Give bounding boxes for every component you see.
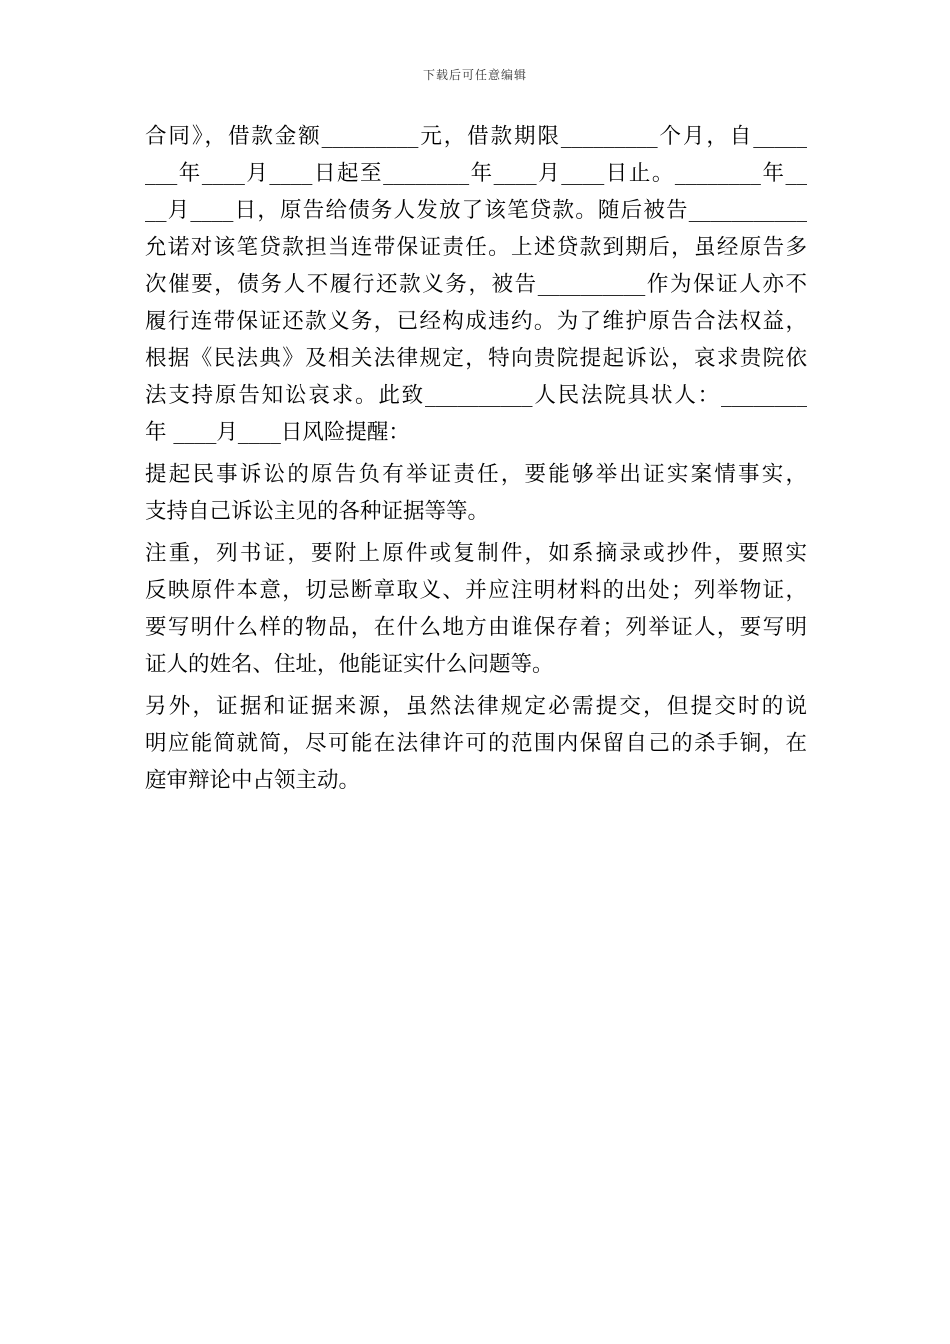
text-line: ___年____月____日起至________年____月____日止。________年__	[145, 161, 807, 186]
paragraph-evidence-listing	[145, 535, 807, 683]
paragraph-burden-of-proof	[145, 456, 807, 530]
text-line: 另外，证据和证据来源，虽然法律规定必需提交，但提交时的说	[145, 694, 807, 719]
text-line: 要写明什么样的物品，在什么地方由谁保存着；列举证人，要写明	[145, 615, 807, 640]
text-line: 年 ____月____日风险提醒：	[145, 420, 410, 445]
text-line: 证人的姓名、住址，他能证实什么问题等。	[145, 652, 554, 677]
text-line: 履行连带保证还款义务，已经构成违约。为了维护原告合法权益，	[145, 309, 807, 334]
text-line: 根据《民法典》及相关法律规定，特向贵院提起诉讼，哀求贵院依	[145, 346, 807, 371]
text-line: 明应能简就简，尽可能在法律许可的范围内保留自己的杀手锏，在	[145, 731, 807, 756]
paragraph-evidence-source	[145, 688, 807, 799]
text-line: 允诺对该笔贷款担当连带保证责任。上述贷款到期后，虽经原告多	[145, 235, 807, 260]
text-line: 法支持原告知讼哀求。此致__________人民法院具状人：________	[145, 383, 807, 408]
text-line: 次催要，债务人不履行还款义务，被告__________作为保证人亦不	[145, 272, 807, 297]
text-line: 注重，列书证，要附上原件或复制件，如系摘录或抄件，要照实	[145, 541, 807, 566]
document-body	[145, 118, 807, 799]
text-line: 支持自己诉讼主见的各种证据等等。	[145, 499, 490, 524]
paragraph-complaint	[145, 118, 807, 451]
text-line: 庭审辩论中占领主动。	[145, 768, 361, 793]
text-line: 反映原件本意，切忌断章取义、并应注明材料的出处；列举物证，	[145, 578, 807, 603]
text-line: 合同》，借款金额_________元，借款期限_________个月，自_____	[145, 124, 807, 149]
text-line: 提起民事诉讼的原告负有举证责任，要能够举出证实案情事实，	[145, 462, 807, 487]
page-header: 下载后可任意编辑	[422, 68, 527, 82]
text-line: __月____日，原告给债务人发放了该笔贷款。随后被告___________	[145, 198, 807, 223]
